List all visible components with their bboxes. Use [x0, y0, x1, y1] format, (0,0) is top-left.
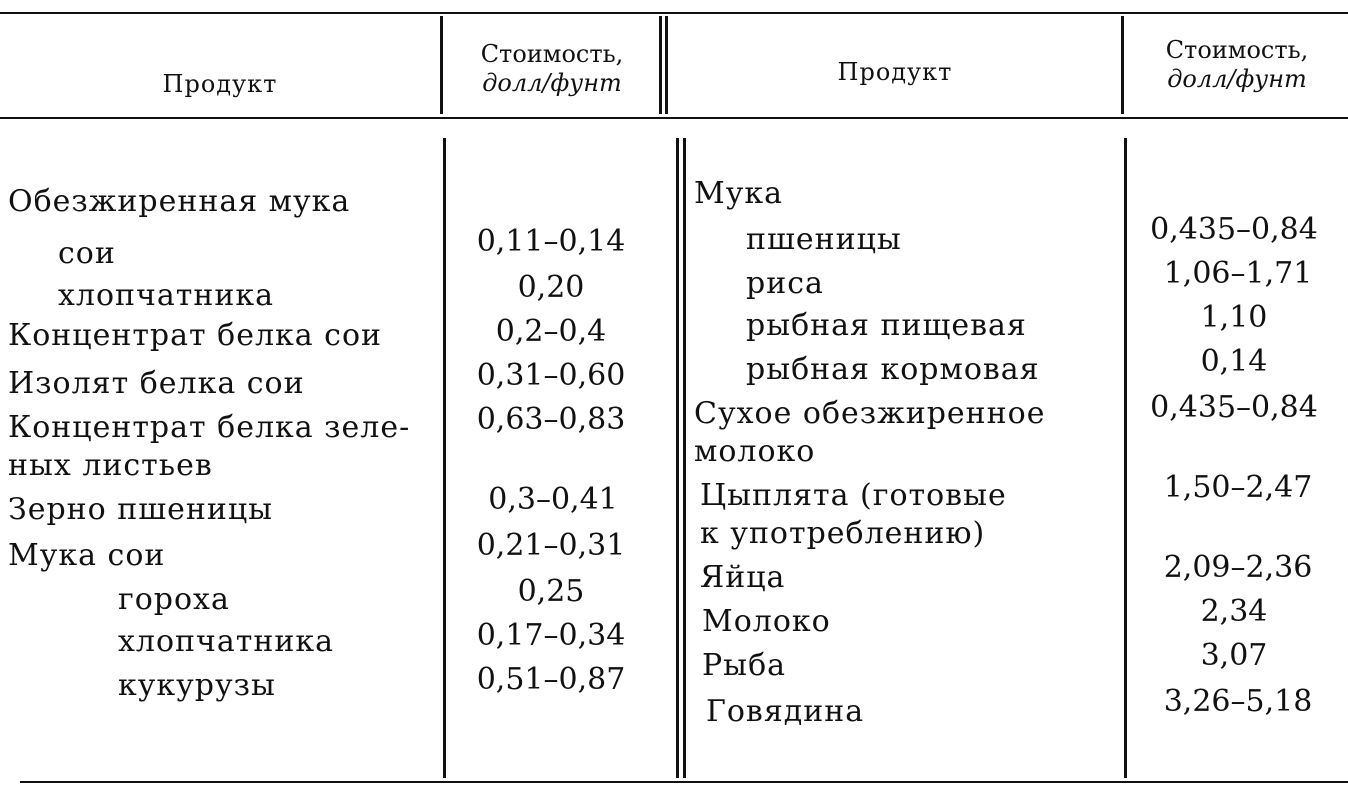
- table-bottom-rule: [20, 781, 1348, 783]
- header-bottom-rule: [0, 117, 1348, 119]
- left-row-value: 0,21–0,31: [476, 528, 626, 563]
- right-row-value: 3,07: [1200, 638, 1268, 673]
- left-row-name: хлопчатника: [58, 278, 274, 313]
- divider-left-header: [440, 16, 443, 114]
- right-row-value: 1,06–1,71: [1163, 256, 1313, 291]
- header-cost-left: [446, 40, 658, 98]
- right-row-name: молоко: [694, 434, 816, 469]
- right-row-name: Цыплята (готовые: [700, 478, 1007, 513]
- left-row-value: 0,63–0,83: [476, 402, 626, 437]
- left-row-name: Концентрат белка сои: [8, 318, 383, 353]
- right-row-value: 2,34: [1200, 594, 1268, 629]
- table-top-rule: [0, 12, 1348, 14]
- left-row-value: 0,17–0,34: [476, 618, 626, 653]
- left-row-name: Зерно пшеницы: [8, 492, 274, 527]
- right-row-name: рыбная пищевая: [746, 308, 1027, 343]
- right-row-value: 3,26–5,18: [1163, 684, 1313, 719]
- left-row-name: кукурузы: [118, 668, 276, 703]
- right-row-value: 1,10: [1200, 300, 1268, 335]
- header-cost-right: [1126, 36, 1348, 94]
- left-row-name: Концентрат белка зеле-: [8, 410, 411, 445]
- left-row-value: 0,3–0,41: [488, 482, 618, 517]
- right-row-value: 0,435–0,84: [1150, 390, 1318, 425]
- right-row-value: 1,50–2,47: [1163, 470, 1313, 505]
- header-cost-right-unit: долл/фунт: [1167, 65, 1307, 93]
- right-row-name: рыбная кормовая: [746, 352, 1040, 387]
- right-row-name: Рыба: [702, 648, 787, 683]
- divider-middle-body-b: [683, 138, 686, 778]
- divider-middle-header-b: [665, 16, 668, 114]
- right-row-value: 0,14: [1200, 344, 1268, 379]
- left-row-value: 0,11–0,14: [476, 224, 626, 259]
- right-row-value: 2,09–2,36: [1163, 550, 1313, 585]
- divider-middle-header-a: [659, 16, 662, 114]
- right-row-name: Говядина: [706, 694, 865, 729]
- left-row-value: 0,31–0,60: [476, 358, 626, 393]
- left-row-name: гороха: [118, 582, 230, 617]
- right-row-name: пшеницы: [746, 222, 902, 257]
- left-row-name: Мука сои: [8, 538, 166, 573]
- header-product-left: Продукт: [162, 70, 278, 98]
- left-row-value: 0,51–0,87: [476, 662, 626, 697]
- right-row-name: риса: [746, 266, 824, 301]
- left-row-name: Изолят белка сои: [8, 366, 305, 401]
- right-row-name: Молоко: [702, 604, 831, 639]
- right-row-name: Сухое обезжиренное: [694, 396, 1046, 431]
- left-row-value: 0,20: [517, 270, 585, 305]
- left-row-name: ных листьев: [8, 448, 213, 483]
- right-row-name: Мука: [694, 176, 784, 211]
- left-row-name: сои: [58, 236, 116, 271]
- left-row-name: Обезжиренная мука: [8, 184, 351, 219]
- header-cost-left-unit: долл/фунт: [482, 69, 622, 97]
- divider-middle-body-a: [676, 138, 679, 778]
- left-row-name: хлопчатника: [118, 624, 334, 659]
- header-product-right: Продукт: [837, 58, 953, 86]
- header-cost-left-label: Стоимость,: [480, 40, 624, 68]
- right-row-value: 0,435–0,84: [1150, 212, 1318, 247]
- right-row-name: к употреблению): [700, 516, 986, 551]
- divider-left-body: [443, 138, 446, 778]
- divider-right-header: [1121, 16, 1124, 114]
- header-cost-right-label: Стоимость,: [1165, 36, 1309, 64]
- left-row-value: 0,25: [517, 574, 585, 609]
- left-row-value: 0,2–0,4: [495, 314, 607, 349]
- right-row-name: Яйца: [700, 560, 786, 595]
